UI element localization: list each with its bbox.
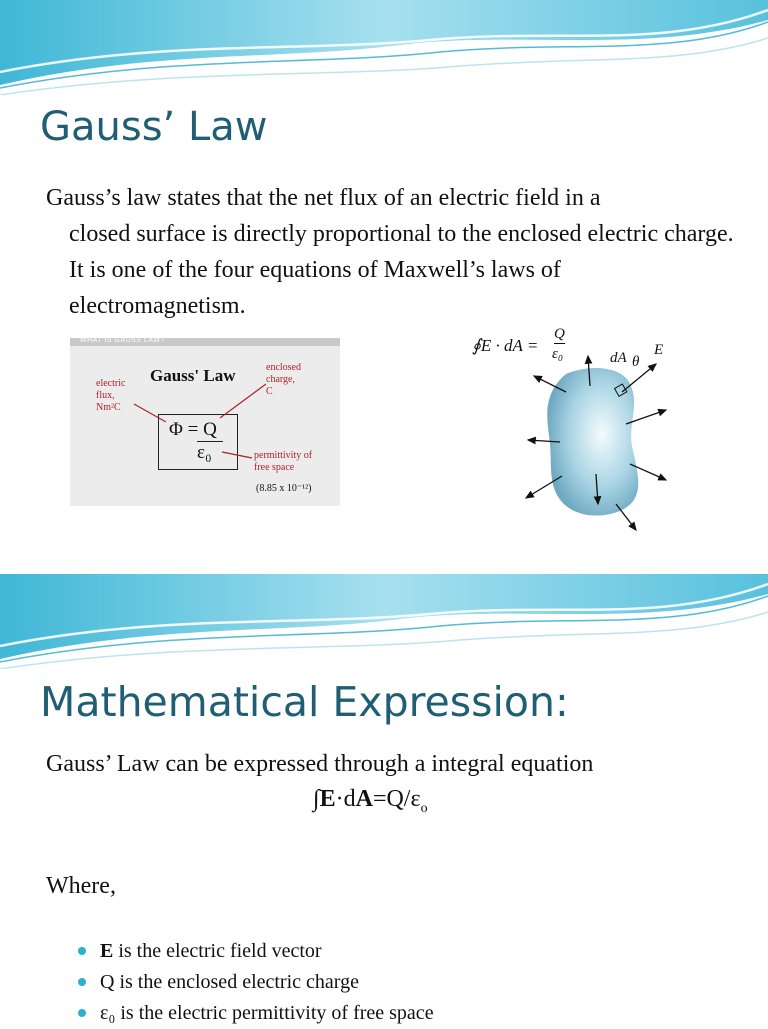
intro-text: Gauss’ Law can be expressed through a integral equation <box>46 751 594 777</box>
flux-equation-eps: ε₀ <box>552 346 564 362</box>
eq-rest: =Q/ε <box>372 786 421 812</box>
slide-title: Mathematical Expression: <box>40 678 569 726</box>
flux-equation-q: Q <box>554 326 565 342</box>
eq-dot-d: ·d <box>335 786 356 812</box>
label-enclosed: enclosed <box>266 362 301 373</box>
wave-banner <box>0 0 768 95</box>
label-flux: flux, <box>96 390 115 401</box>
gauss-law-diagram <box>70 338 340 506</box>
label-theta: θ <box>632 354 640 370</box>
flux-equation-lhs: ∮E · dA = <box>472 336 539 355</box>
label-free-space: free space <box>254 462 295 473</box>
label-electric: electric <box>96 378 126 389</box>
phi-equation: Φ = Q <box>169 419 217 440</box>
bullet-dot <box>78 1009 86 1017</box>
integral-equation <box>313 786 428 817</box>
list-item: Q is the enclosed electric charge <box>100 967 434 998</box>
integral-sign: ∫ <box>313 786 320 812</box>
label-charge-unit: C <box>266 386 273 397</box>
eq-sub: o <box>420 800 428 816</box>
diagram-title: Gauss' Law <box>150 366 236 385</box>
slide-title: Gauss’ Law <box>40 104 268 150</box>
label-dA: dA <box>610 350 627 366</box>
label-permittivity-value: (8.85 x 10⁻¹²) <box>256 483 312 494</box>
label-permittivity: permittivity of <box>254 450 313 461</box>
diagram-header-text: WHAT IS GAUSS LAW? <box>80 337 165 344</box>
label-flux-unit: Nm²C <box>96 402 121 413</box>
gaussian-surface-figure <box>470 326 690 538</box>
wave-banner <box>0 574 768 669</box>
definitions-list <box>100 936 434 1029</box>
eq-A: A <box>355 786 373 812</box>
label-charge: charge, <box>266 374 295 385</box>
list-item: E is the electric field vector <box>100 936 434 967</box>
paragraph-continuation: closed surface is directly proportional to the enclosed electric charge. It is one of the four equations of Maxwell’s laws of electromagnetism. <box>69 221 734 319</box>
label-E: E <box>654 342 664 358</box>
where-text: Where, <box>46 873 116 899</box>
paragraph-first-line: Gauss’s law states that the net flux of an electric field in a <box>46 185 601 211</box>
epsilon-zero: ε₀ <box>197 441 223 464</box>
list-item: ε₀ is the electric permittivity of free space <box>100 998 434 1029</box>
bullet-dot <box>78 947 86 955</box>
eq-E: E <box>319 786 336 812</box>
definition-paragraph <box>46 180 736 324</box>
pointer-lines <box>70 338 340 506</box>
bullet-dot <box>78 978 86 986</box>
